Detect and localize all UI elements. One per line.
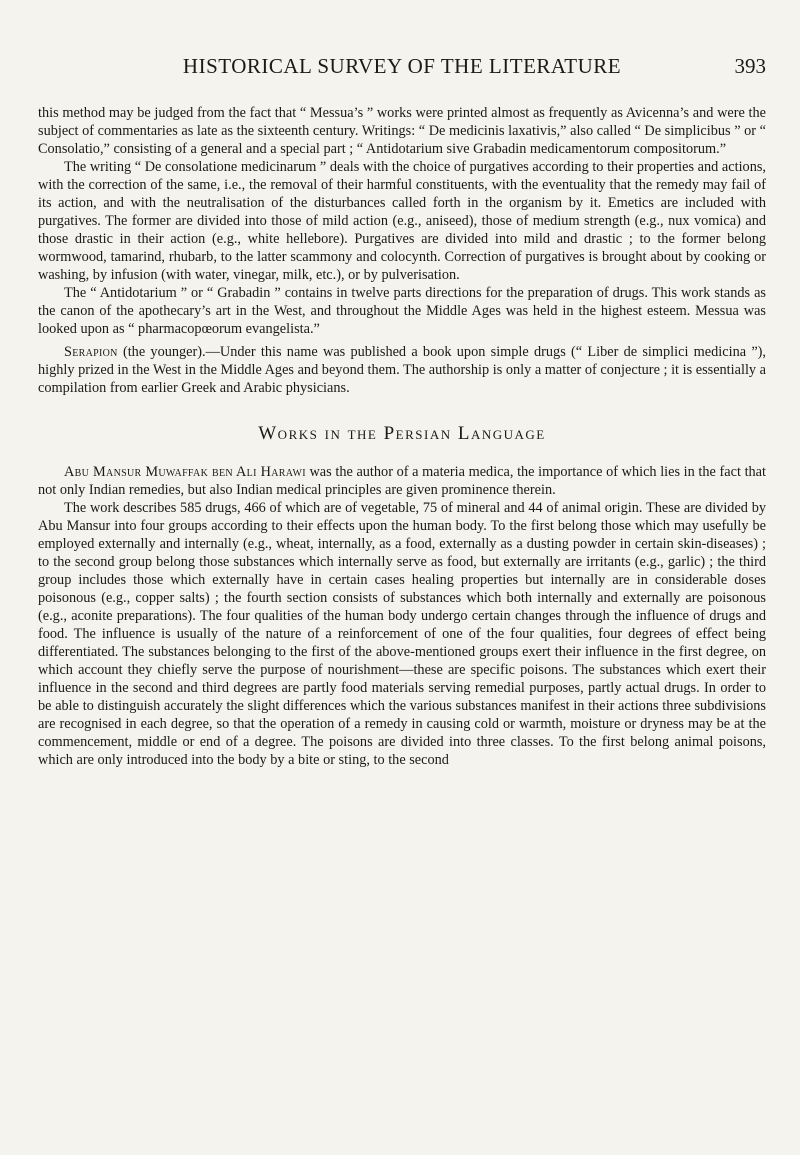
paragraph-serapion xyxy=(38,343,766,397)
abu-mansur-text: was the author of a materia medica, the importance of which lies in the fact that not only Indian remedies, but also Indian medical principles are given prominence therein. xyxy=(38,464,767,498)
book-page xyxy=(38,0,766,769)
serapion-name: Serapion xyxy=(64,344,118,360)
paragraph-drug-groups: The work describes 585 drugs, 466 of which are of vegetable, 75 of mineral and 44 of animal origin. These are divided by Abu Mansur into four groups according to their effects upon the human body. To the first belong those which may usefully be employed externally and internally (e.g., wheat, internally, as a food, externally as a dusting powder in certain skin-diseases) ; to the second group belong those substances which internally serve as food, but externally are irritants (e.g., garlic) ; the third group includes those which externally have in certain cases healing properties but internally are in considerable doses poisonous (e.g., copper salts) ; the fourth section consists of substances which both internally and externally are poisonous (e.g., aconite preparations). The four qualities of the human body undergo certain changes through the influence of drugs and food. The influence is usually of the nature of a reinforcement of one of the four qualities, four degrees of effect being differentiated. The substances belonging to the first of the above-mentioned groups exert their influence in the first degree, on which account they chiefly serve the purpose of nourishment—these are specific poisons. The substances which exert their influence in the second and third degrees are partly food materials serving remedial purposes, partly actual drugs. In order to be able to distinguish accurately the slight differences which the various substances manifest in their actions three subdivisions are recognised in each degree, so that the operation of a remedy in causing cold or warmth, moisture or dryness may be at the commencement, middle or end of a degree. The poisons are divided into three classes. To the first belong animal poisons, which are only introduced into the body by a bite or sting, to the second xyxy=(38,500,766,768)
paragraph-abu-mansur xyxy=(38,463,766,499)
page-number: 393 xyxy=(734,54,766,78)
serapion-text: (the younger).—Under this name was published a book upon simple drugs (“ Liber de simplici medicina ”), highly prized in the West in the Middle Ages and beyond them. The authorship is only a matter of conjecture ; it is essentially a compilation from earlier Greek and Arabic physicians. xyxy=(38,344,766,396)
running-title: HISTORICAL SURVEY OF THE LITERATURE xyxy=(182,54,622,78)
abu-mansur-name: Abu Mansur Muwaffak ben Ali Harawi xyxy=(64,464,306,480)
body-text xyxy=(38,104,766,769)
running-head xyxy=(38,54,766,94)
section-heading: Works in the Persian Language xyxy=(258,423,546,444)
paragraph-antidotarium: The “ Antidotarium ” or “ Grabadin ” contains in twelve parts directions for the preparation of drugs. This work stands as the canon of the apothecary’s art in the West, and throughout the Middle Ages was held in the highest esteem. Messua was looked upon as “ pharmacopœorum evangelista.” xyxy=(38,285,766,337)
paragraph-messua-works: this method may be judged from the fact that “ Messua’s ” works were printed almost as frequently as Avicenna’s and were the subject of commentaries as late as the sixteenth century. Writings: “ De medicinis laxativis,” also called “ De simplicibus ” or “ Consolatio,” consisting of a general and a special part ; “ Antidotarium sive Grabadin medicamentorum compositorum.” xyxy=(38,105,766,157)
paragraph-de-consolatione: The writing “ De consolatione medicinarum ” deals with the choice of purgatives according to their properties and actions, with the correction of the same, i.e., the removal of their harmful constituents, with the eventuality that the remedy may fail of its action, and with the neutralisation of the disturbances called forth in the organism by it. Emetics are included with purgatives. The former are divided into those of mild action (e.g., aniseed), those of medium strength (e.g., nux vomica) and those drastic in their action (e.g., white hellebore). Purgatives are divided into mild and drastic ; to the former belong wormwood, tamarind, rhubarb, to the latter scammony and colocynth. Correction of purgatives is brought about by cooking or washing, by infusion (with water, vinegar, milk, etc.), or by pulverisation. xyxy=(38,159,766,283)
